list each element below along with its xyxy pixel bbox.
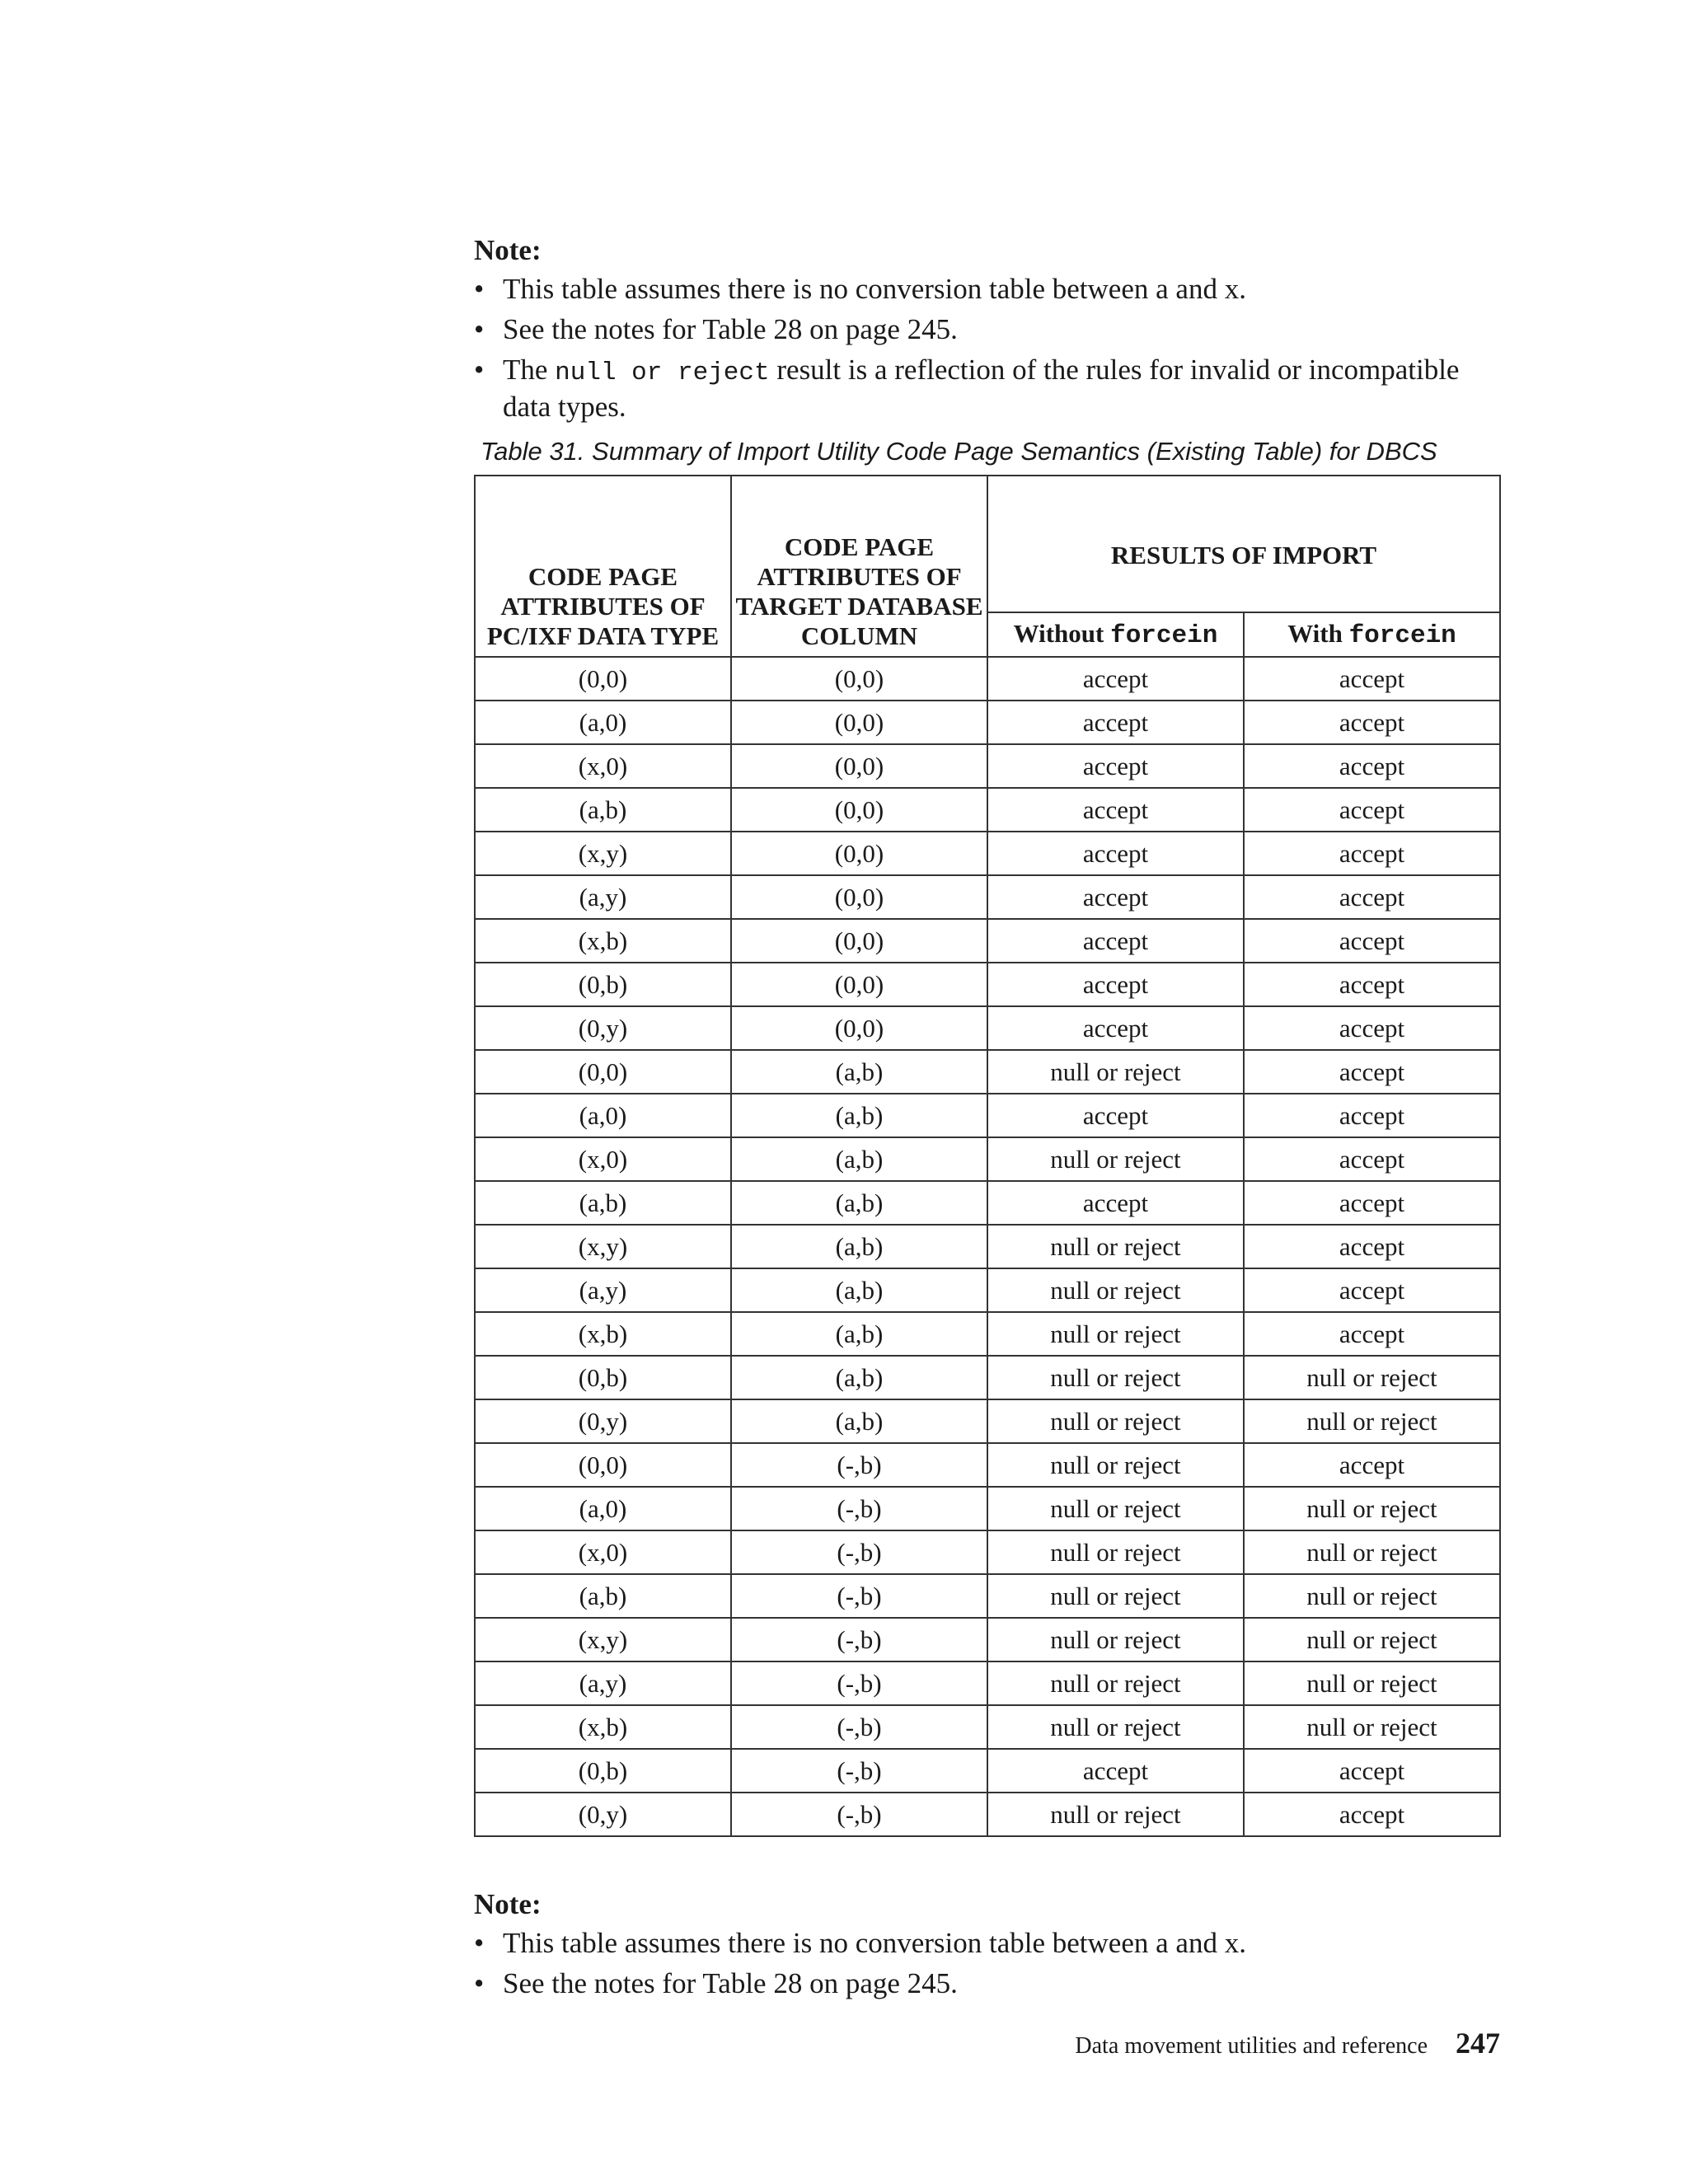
cell-target-attributes: (-,b)	[731, 1443, 987, 1487]
cell-target-attributes: (0,0)	[731, 788, 987, 832]
cell-with-forcein: accept	[1244, 1793, 1500, 1836]
cell-with-forcein: accept	[1244, 1225, 1500, 1268]
cell-pcixf-attributes: (a,b)	[475, 788, 731, 832]
table-row	[475, 875, 1500, 919]
cell-target-attributes: (-,b)	[731, 1661, 987, 1705]
table-row	[475, 1312, 1500, 1356]
cell-pcixf-attributes: (x,b)	[475, 1312, 731, 1356]
table-row	[475, 1094, 1500, 1137]
bottom-note-item: • See the notes for Table 28 on page 245.	[474, 1967, 958, 1999]
cell-pcixf-attributes: (0,y)	[475, 1793, 731, 1836]
table-row	[475, 1225, 1500, 1268]
table-row	[475, 744, 1500, 788]
cell-with-forcein: null or reject	[1244, 1661, 1500, 1705]
cell-without-forcein: accept	[987, 701, 1244, 744]
cell-pcixf-attributes: (x,0)	[475, 744, 731, 788]
table-row	[475, 1705, 1500, 1749]
cell-without-forcein: accept	[987, 963, 1244, 1006]
table-row	[475, 1443, 1500, 1487]
cell-target-attributes: (a,b)	[731, 1356, 987, 1399]
cell-target-attributes: (-,b)	[731, 1705, 987, 1749]
cell-without-forcein: null or reject	[987, 1268, 1244, 1312]
bottom-note-label: Note:	[474, 1888, 542, 1920]
bottom-note-item: • This table assumes there is no conversion table between a and x.	[474, 1927, 1246, 1959]
cell-pcixf-attributes: (x,0)	[475, 1530, 731, 1574]
cell-without-forcein: accept	[987, 788, 1244, 832]
cell-with-forcein: accept	[1244, 919, 1500, 963]
cell-without-forcein: null or reject	[987, 1487, 1244, 1530]
cell-pcixf-attributes: (a,0)	[475, 701, 731, 744]
page-footer	[1075, 2026, 1500, 2060]
cell-target-attributes: (a,b)	[731, 1268, 987, 1312]
table-row	[475, 1618, 1500, 1661]
cell-without-forcein: null or reject	[987, 1137, 1244, 1181]
bottom-note	[474, 1886, 1500, 2000]
cell-pcixf-attributes: (0,y)	[475, 1006, 731, 1050]
top-note-item: • See the notes for Table 28 on page 245.	[474, 313, 958, 345]
cell-with-forcein: accept	[1244, 1312, 1500, 1356]
cell-with-forcein: accept	[1244, 788, 1500, 832]
cell-without-forcein: accept	[987, 657, 1244, 701]
cell-without-forcein: null or reject	[987, 1793, 1244, 1836]
cell-with-forcein: null or reject	[1244, 1530, 1500, 1574]
cell-without-forcein: null or reject	[987, 1356, 1244, 1399]
cell-target-attributes: (0,0)	[731, 919, 987, 963]
cell-pcixf-attributes: (a,y)	[475, 875, 731, 919]
cell-with-forcein: null or reject	[1244, 1705, 1500, 1749]
table-row	[475, 1356, 1500, 1399]
top-note-item: • The null or reject result is a reflection of the rules for invalid or incompatible data types.	[474, 354, 1460, 423]
cell-with-forcein: accept	[1244, 1443, 1500, 1487]
table-row	[475, 832, 1500, 875]
cell-target-attributes: (0,0)	[731, 963, 987, 1006]
table-row	[475, 1749, 1500, 1793]
cell-with-forcein: accept	[1244, 701, 1500, 744]
cell-target-attributes: (-,b)	[731, 1530, 987, 1574]
cell-target-attributes: (a,b)	[731, 1181, 987, 1225]
cell-target-attributes: (-,b)	[731, 1618, 987, 1661]
cell-without-forcein: accept	[987, 1094, 1244, 1137]
cell-without-forcein: null or reject	[987, 1574, 1244, 1618]
cell-with-forcein: null or reject	[1244, 1618, 1500, 1661]
cell-target-attributes: (0,0)	[731, 701, 987, 744]
table-row	[475, 1050, 1500, 1094]
cell-without-forcein: null or reject	[987, 1661, 1244, 1705]
table-row	[475, 657, 1500, 701]
cell-target-attributes: (0,0)	[731, 657, 987, 701]
table-row	[475, 1793, 1500, 1836]
table-row	[475, 1574, 1500, 1618]
cell-without-forcein: accept	[987, 744, 1244, 788]
top-note-list	[474, 272, 1500, 424]
cell-with-forcein: accept	[1244, 1181, 1500, 1225]
cell-with-forcein: accept	[1244, 1050, 1500, 1094]
cell-target-attributes: (-,b)	[731, 1574, 987, 1618]
cell-with-forcein: accept	[1244, 744, 1500, 788]
cell-pcixf-attributes: (0,b)	[475, 963, 731, 1006]
cell-with-forcein: null or reject	[1244, 1399, 1500, 1443]
table-row	[475, 1181, 1500, 1225]
header-without-forcein: Without forcein	[987, 612, 1244, 657]
cell-pcixf-attributes: (x,y)	[475, 832, 731, 875]
cell-pcixf-attributes: (x,b)	[475, 1705, 731, 1749]
cell-without-forcein: accept	[987, 1749, 1244, 1793]
cell-without-forcein: null or reject	[987, 1399, 1244, 1443]
table-row	[475, 701, 1500, 744]
cell-target-attributes: (0,0)	[731, 1006, 987, 1050]
cell-pcixf-attributes: (a,0)	[475, 1487, 731, 1530]
cell-pcixf-attributes: (0,b)	[475, 1749, 731, 1793]
cell-without-forcein: accept	[987, 919, 1244, 963]
cell-target-attributes: (0,0)	[731, 832, 987, 875]
cell-pcixf-attributes: (a,y)	[475, 1661, 731, 1705]
cell-without-forcein: accept	[987, 832, 1244, 875]
header-pcixf-data-type: CODE PAGE ATTRIBUTES OF PC/IXF DATA TYPE	[475, 476, 731, 657]
table-row	[475, 1399, 1500, 1443]
cell-pcixf-attributes: (a,b)	[475, 1181, 731, 1225]
header-with-forcein: With forcein	[1244, 612, 1500, 657]
table-row	[475, 1137, 1500, 1181]
cell-target-attributes: (a,b)	[731, 1225, 987, 1268]
header-target-column: CODE PAGE ATTRIBUTES OF TARGET DATABASE COLUMN	[731, 476, 987, 657]
cell-without-forcein: null or reject	[987, 1050, 1244, 1094]
cell-target-attributes: (0,0)	[731, 875, 987, 919]
bullet-icon: •	[474, 313, 485, 345]
cell-without-forcein: accept	[987, 1181, 1244, 1225]
cell-pcixf-attributes: (x,0)	[475, 1137, 731, 1181]
cell-pcixf-attributes: (a,y)	[475, 1268, 731, 1312]
cell-with-forcein: accept	[1244, 1006, 1500, 1050]
cell-target-attributes: (a,b)	[731, 1399, 987, 1443]
header-results-of-import: RESULTS OF IMPORT	[987, 476, 1500, 612]
cell-target-attributes: (a,b)	[731, 1312, 987, 1356]
cell-with-forcein: accept	[1244, 1094, 1500, 1137]
cell-pcixf-attributes: (0,0)	[475, 1443, 731, 1487]
cell-with-forcein: null or reject	[1244, 1574, 1500, 1618]
cell-pcixf-attributes: (a,b)	[475, 1574, 731, 1618]
cell-without-forcein: null or reject	[987, 1225, 1244, 1268]
table-row	[475, 788, 1500, 832]
code-page-semantics-table	[474, 475, 1501, 1837]
cell-with-forcein: accept	[1244, 1137, 1500, 1181]
table-row	[475, 1530, 1500, 1574]
cell-without-forcein: accept	[987, 875, 1244, 919]
bullet-icon: •	[474, 273, 485, 305]
cell-pcixf-attributes: (0,0)	[475, 657, 731, 701]
cell-pcixf-attributes: (0,y)	[475, 1399, 731, 1443]
table-row	[475, 1487, 1500, 1530]
cell-target-attributes: (a,b)	[731, 1050, 987, 1094]
page-number: 247	[1456, 2027, 1500, 2060]
bottom-note-list	[474, 1926, 1500, 2000]
top-note-label: Note:	[474, 234, 542, 266]
table-caption: Table 31. Summary of Import Utility Code Page Semantics (Existing Table) for DBCS	[481, 437, 1437, 466]
cell-without-forcein: null or reject	[987, 1618, 1244, 1661]
table-row	[475, 1006, 1500, 1050]
table-row	[475, 919, 1500, 963]
cell-without-forcein: accept	[987, 1006, 1244, 1050]
cell-with-forcein: null or reject	[1244, 1356, 1500, 1399]
top-note-item: • This table assumes there is no conversion table between a and x.	[474, 273, 1246, 305]
footer-section-title: Data movement utilities and reference	[1075, 2033, 1428, 2059]
cell-pcixf-attributes: (0,b)	[475, 1356, 731, 1399]
cell-with-forcein: accept	[1244, 657, 1500, 701]
cell-target-attributes: (a,b)	[731, 1094, 987, 1137]
cell-pcixf-attributes: (0,0)	[475, 1050, 731, 1094]
inline-code: null or reject	[555, 359, 770, 387]
page-content	[474, 232, 1500, 2007]
table-body	[475, 657, 1500, 1836]
cell-with-forcein: accept	[1244, 1268, 1500, 1312]
table-row	[475, 963, 1500, 1006]
cell-target-attributes: (-,b)	[731, 1749, 987, 1793]
cell-target-attributes: (0,0)	[731, 744, 987, 788]
cell-without-forcein: null or reject	[987, 1312, 1244, 1356]
bullet-icon: •	[474, 354, 485, 386]
cell-without-forcein: null or reject	[987, 1530, 1244, 1574]
bullet-icon: •	[474, 1927, 485, 1959]
cell-with-forcein: accept	[1244, 1749, 1500, 1793]
cell-target-attributes: (-,b)	[731, 1487, 987, 1530]
cell-target-attributes: (-,b)	[731, 1793, 987, 1836]
cell-with-forcein: null or reject	[1244, 1487, 1500, 1530]
cell-without-forcein: null or reject	[987, 1705, 1244, 1749]
cell-with-forcein: accept	[1244, 963, 1500, 1006]
cell-with-forcein: accept	[1244, 832, 1500, 875]
cell-pcixf-attributes: (a,0)	[475, 1094, 731, 1137]
cell-with-forcein: accept	[1244, 875, 1500, 919]
table-row	[475, 1661, 1500, 1705]
cell-target-attributes: (a,b)	[731, 1137, 987, 1181]
cell-pcixf-attributes: (x,y)	[475, 1225, 731, 1268]
cell-without-forcein: null or reject	[987, 1443, 1244, 1487]
cell-pcixf-attributes: (x,y)	[475, 1618, 731, 1661]
bullet-icon: •	[474, 1967, 485, 1999]
cell-pcixf-attributes: (x,b)	[475, 919, 731, 963]
table-row	[475, 1268, 1500, 1312]
